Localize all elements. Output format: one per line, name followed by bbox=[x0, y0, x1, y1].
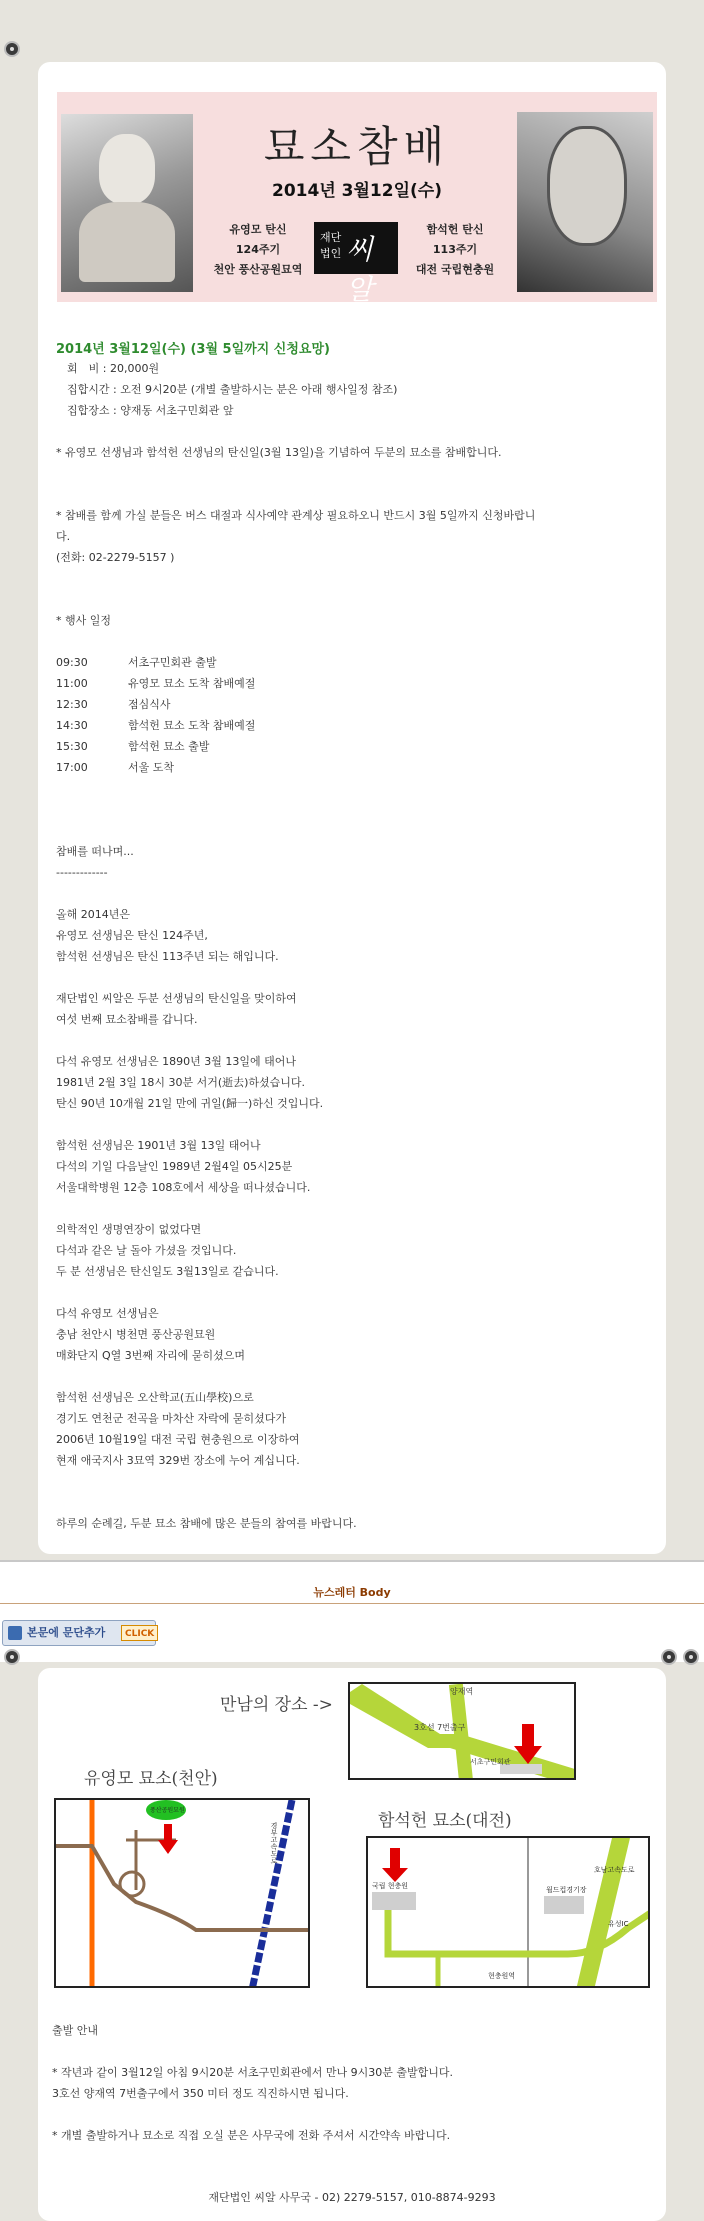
departure-notice bbox=[52, 2020, 652, 2146]
text-line: 재단법인 씨알은 두분 선생님의 탄신일을 맞이하여 bbox=[56, 992, 297, 1005]
text-line: 매화단지 Q열 3번째 자리에 묻히셨으며 bbox=[56, 1349, 246, 1362]
schedule-row bbox=[56, 652, 646, 673]
document-icon bbox=[8, 1626, 22, 1640]
caption-line: 113주기 bbox=[432, 243, 478, 256]
ham-grave-map bbox=[366, 1836, 650, 1988]
text-line: 함석헌 선생님은 오산학교(五山學校)으로 bbox=[56, 1391, 254, 1404]
yu-grave-map-svg bbox=[56, 1800, 310, 1988]
schedule-time: 14:30 bbox=[56, 719, 88, 732]
text-line: 함석헌 선생님은 1901년 3월 13일 태어나 bbox=[56, 1139, 261, 1152]
meeting-place-label: 만남의 장소 -> bbox=[220, 1695, 333, 1715]
caption-line: 함석헌 탄신 bbox=[426, 223, 484, 236]
text-line: 경기도 연천군 전곡을 마차산 자락에 묻히셨다가 bbox=[56, 1412, 287, 1425]
text-line: 다석과 같은 날 돌아 가셨을 것입니다. bbox=[56, 1244, 237, 1257]
divider bbox=[0, 1603, 704, 1604]
text-line bbox=[56, 799, 646, 820]
text-line: 올해 2014년은 bbox=[56, 908, 130, 921]
text-line bbox=[56, 778, 646, 799]
text-line bbox=[56, 1471, 646, 1492]
text-line: 회 비 : 20,000원 bbox=[56, 362, 160, 375]
text-line bbox=[56, 820, 646, 841]
text-line: 2006년 10월19일 대전 국립 현충원으로 이장하여 bbox=[56, 1433, 300, 1446]
schedule-time: 11:00 bbox=[56, 677, 88, 690]
text-line: * 참배를 함께 가실 분들은 버스 대절과 식사예약 관계상 필요하오니 반드시 3월 5일까지 신청바랍니 bbox=[56, 509, 536, 522]
text-line bbox=[56, 967, 646, 988]
text-line: 두 분 선생님은 탄신일도 3월13일로 같습니다. bbox=[56, 1265, 279, 1278]
text-line: 서울대학병원 12층 108호에서 세상을 떠나셨습니다. bbox=[56, 1181, 311, 1194]
text-line: 집합장소 : 양재동 서초구민회관 앞 bbox=[56, 404, 234, 417]
schedule-event: 함석헌 묘소 출발 bbox=[128, 740, 210, 753]
text-line bbox=[56, 1282, 646, 1303]
text-line bbox=[56, 1492, 646, 1513]
top-strip bbox=[0, 0, 704, 40]
map-label-stadium: 월드컵경기장 bbox=[546, 1886, 587, 1894]
divider bbox=[0, 1560, 704, 1562]
map-label-hall: 서초구민회관 bbox=[470, 1758, 511, 1766]
banner-date: 2014년 3월12일(수) bbox=[272, 181, 442, 201]
banner-title: 묘소참배 bbox=[263, 122, 451, 171]
text-line: 집합시간 : 오전 9시20분 (개별 출발하시는 분은 아래 행사일정 참조) bbox=[56, 383, 398, 396]
schedule-row bbox=[56, 736, 646, 757]
map-label-cemetery: 풍산공원묘원 bbox=[150, 1807, 185, 1814]
schedule-row bbox=[56, 694, 646, 715]
text-line: 현재 애국지사 3묘역 329번 장소에 누어 계십니다. bbox=[56, 1454, 300, 1467]
text-line: 출발 안내 bbox=[52, 2024, 99, 2037]
yu-grave-label: 유영모 묘소(천안) bbox=[84, 1769, 218, 1789]
text-line: 탄신 90년 10개월 21일 만에 귀일(歸一)하신 것입니다. bbox=[56, 1097, 324, 1110]
ssial-logo bbox=[314, 222, 398, 306]
text-line: 다석 유영모 선생님은 bbox=[56, 1307, 159, 1320]
text-line bbox=[56, 484, 646, 505]
add-paragraph-label: 본문에 문단추가 bbox=[27, 1626, 106, 1639]
logo-big-text: 씨알 bbox=[346, 233, 374, 306]
text-line: 하루의 순례길, 두분 묘소 참배에 많은 분들의 참여를 바랍니다. bbox=[56, 1517, 357, 1530]
office-contact: 재단법인 씨알 사무국 - 02) 2279-5157, 010-8874-9293 bbox=[208, 2191, 496, 2204]
map-label-exit: 3호선 7번출구 bbox=[414, 1723, 466, 1732]
schedule-event: 서울 도착 bbox=[128, 761, 175, 774]
text-line bbox=[56, 1198, 646, 1219]
text-line: * 유영모 선생님과 함석헌 선생님의 탄신일(3월 13일)을 기념하여 두분의 묘소를 참배합니다. bbox=[56, 446, 502, 459]
schedule-event: 함석헌 묘소 도착 참배예절 bbox=[128, 719, 256, 732]
text-line: 다석 유영모 선생님은 1890년 3월 13일에 태어나 bbox=[56, 1055, 296, 1068]
text-line: 3호선 양재역 7번출구에서 350 미터 정도 직진하시면 됩니다. bbox=[52, 2087, 349, 2100]
schedule-event: 서초구민회관 출발 bbox=[128, 656, 217, 669]
caption-line: 유영모 탄신 bbox=[229, 223, 287, 236]
text-line: * 작년과 같이 3월12일 아침 9시20분 서초구민회관에서 만나 9시30분 출발합니다. bbox=[52, 2066, 453, 2079]
move-up-icon[interactable] bbox=[661, 1649, 677, 1665]
yu-grave-map bbox=[54, 1798, 310, 1988]
map-label-highway: 호남고속도로 bbox=[594, 1866, 635, 1874]
text-line bbox=[52, 2041, 652, 2062]
banner-left-caption bbox=[193, 220, 323, 280]
text-line: * 개별 출발하거나 묘소로 직접 오실 분은 사무국에 전화 주셔서 시간약속 바랍니다. bbox=[52, 2129, 451, 2142]
text-line bbox=[56, 568, 646, 589]
meeting-map-svg bbox=[350, 1684, 576, 1780]
article-body bbox=[56, 338, 646, 1534]
text-line: 다. bbox=[56, 530, 71, 543]
text-line bbox=[56, 1114, 646, 1135]
text-line bbox=[56, 463, 646, 484]
map-label-ic: 유성IC bbox=[608, 1920, 629, 1928]
banner-right-caption bbox=[393, 220, 517, 280]
text-line: ------------- bbox=[56, 866, 108, 879]
ham-grave-label: 함석헌 묘소(대전) bbox=[378, 1811, 512, 1831]
schedule-row bbox=[56, 673, 646, 694]
schedule-row bbox=[56, 715, 646, 736]
caption-line: 124주기 bbox=[235, 243, 281, 256]
section-toggle-icon[interactable] bbox=[4, 1649, 20, 1665]
map-label-station: 현충원역 bbox=[488, 1972, 516, 1980]
meeting-map bbox=[348, 1682, 576, 1780]
map-label-expressway: 경부고속도로 bbox=[270, 1822, 278, 1864]
map-label-yangjae: 양재역 bbox=[450, 1687, 474, 1696]
schedule-time: 12:30 bbox=[56, 698, 88, 711]
text-line: 1981년 2월 3일 18시 30분 서거(逝去)하셨습니다. bbox=[56, 1076, 306, 1089]
ham-grave-map-svg bbox=[368, 1838, 650, 1988]
section-toggle-icon[interactable] bbox=[4, 41, 20, 57]
article-headline: 2014년 3월12일(수) (3월 5일까지 신청요망) bbox=[56, 342, 330, 357]
text-line bbox=[56, 589, 646, 610]
text-line: 의학적인 생명연장이 없었다면 bbox=[56, 1223, 202, 1236]
schedule-time: 09:30 bbox=[56, 656, 88, 669]
add-paragraph-button[interactable] bbox=[2, 1620, 156, 1646]
text-line: 여섯 번째 묘소참배를 갑니다. bbox=[56, 1013, 198, 1026]
event-banner bbox=[57, 92, 657, 306]
caption-line: 대전 국립현충원 bbox=[415, 263, 495, 276]
text-line: (전화: 02-2279-5157 ) bbox=[56, 551, 175, 564]
text-line bbox=[56, 1366, 646, 1387]
move-down-icon[interactable] bbox=[683, 1649, 699, 1665]
schedule-row bbox=[56, 757, 646, 778]
logo-small-text: 재단 법인 bbox=[320, 231, 342, 260]
schedule-time: 15:30 bbox=[56, 740, 88, 753]
schedule-event: 점심식사 bbox=[128, 698, 171, 711]
click-badge: CLICK bbox=[121, 1625, 158, 1641]
text-line: 충남 천안시 병천면 풍산공원묘원 bbox=[56, 1328, 216, 1341]
text-line bbox=[56, 421, 646, 442]
text-line bbox=[56, 883, 646, 904]
text-line: 참배를 떠나며... bbox=[56, 845, 134, 858]
newsletter-title: 뉴스레터 Body bbox=[313, 1586, 391, 1599]
text-line: 함석헌 선생님은 탄신 113주년 되는 해입니다. bbox=[56, 950, 279, 963]
text-line: * 행사 일정 bbox=[56, 614, 111, 627]
schedule-time: 17:00 bbox=[56, 761, 88, 774]
caption-line: 천안 풍산공원묘역 bbox=[213, 263, 303, 276]
schedule-event: 유영모 묘소 도착 참배예절 bbox=[128, 677, 256, 690]
map-label-cemetery: 국립 현충원 bbox=[372, 1882, 409, 1890]
text-line: 다석의 기일 다음날인 1989년 2월4일 05시25분 bbox=[56, 1160, 293, 1173]
text-line: 유영모 선생님은 탄신 124주년, bbox=[56, 929, 208, 942]
text-line bbox=[56, 1030, 646, 1051]
text-line bbox=[52, 2104, 652, 2125]
text-line bbox=[56, 631, 646, 652]
